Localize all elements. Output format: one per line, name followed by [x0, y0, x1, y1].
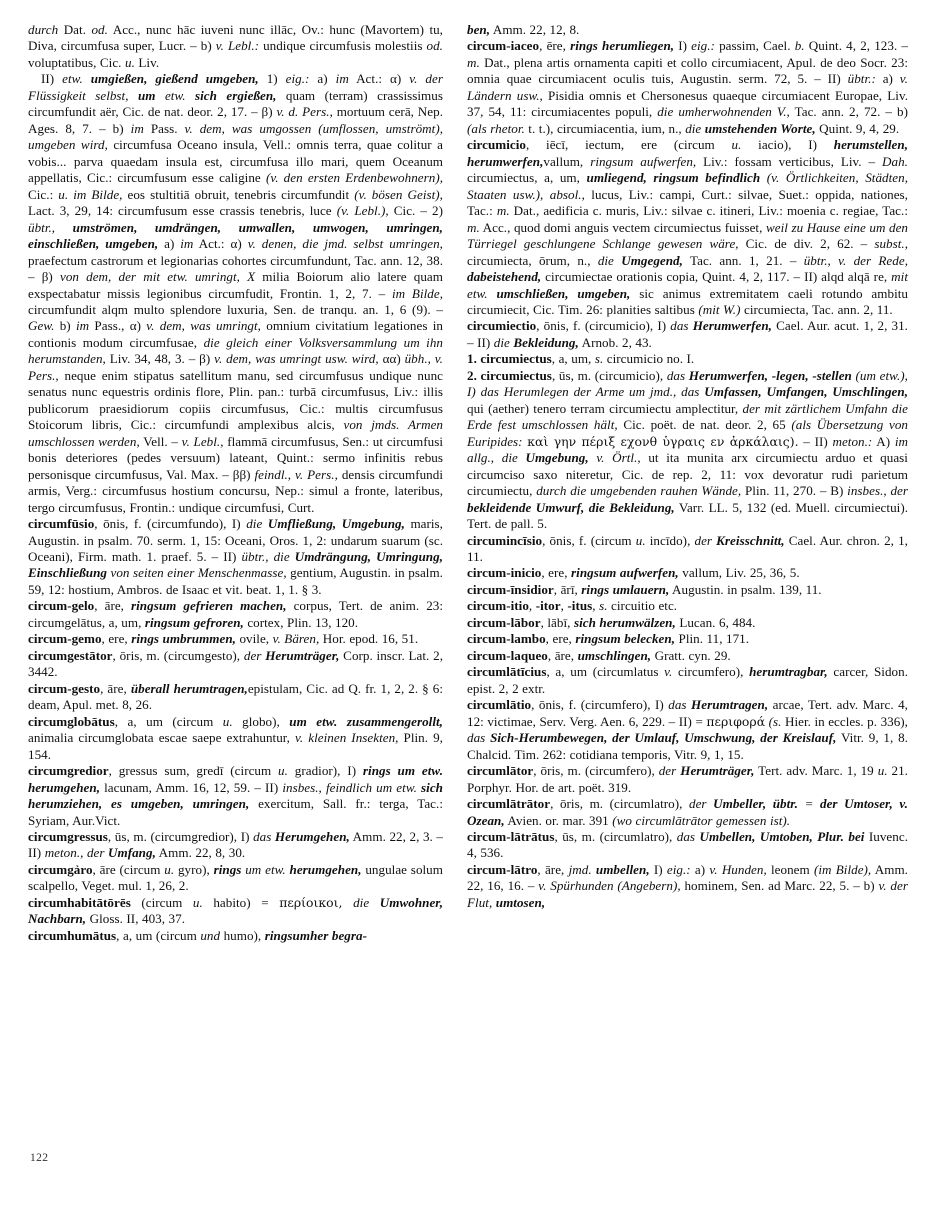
page-number: 122 — [30, 1152, 49, 1164]
dictionary-entry: circumiectio, ōnis, f. (circumicio), I) das Herumwerfen, Cael. Aur. acut. 1, 2, 31. – II) die Bekleidung, Arnob. 2, 43. — [467, 318, 908, 350]
right-column — [467, 22, 908, 944]
dictionary-entry: circumfūsio, ōnis, f. (circumfundo), I) die Umfließung, Umgebung, maris, Augustin. in psalm. 70. serm. 1, 15: Oceani, Oros. 1, 2: undarum suarum (sc. Oceani), Firm. math. 1. praef. 5. – II) übtr., die Umdrängung, Umringung, Einschließung von seiten einer Menschenmasse, gentium, Augustin. in psalm. 59, 12: hostium, Ambros. de Isaac et vit. beat. 1, 1. § 3. — [28, 516, 444, 597]
dictionary-entry: circum-lātro, āre, jmd. umbellen, I) eig.: a) v. Hunden, leonem (im Bilde), Amm. 22, 16, 16. – v. Spürhunden (Angebern), hominem, Sen. ad Marc. 22, 5. – b) v. der Flut, umtosen, — [467, 861, 908, 910]
dictionary-entry: circumincīsio, ōnis, f. (circum u. incīdo), der Kreisschnitt, Cael. Aur. chron. 2, 1, 11. — [467, 532, 908, 564]
dictionary-entry: circum-lābor, lābī, sich herumwälzen, Lucan. 6, 484. — [467, 614, 756, 630]
dictionary-entry: circum-lātrātus, ūs, m. (circumlatro), das Umbellen, Umtoben, Plur. bei Iuvenc. 4, 536. — [467, 828, 908, 861]
dictionary-entry: circumhabitātōrēs (circum u. habito) = περίοικοι, die Umwohner, Nachbarn, Gloss. II, 403, 37. — [28, 894, 443, 927]
dictionary-entry: circumlātīcius, a, um (circumlatus v. circumfero), herumtragbar, carcer, Sidon. epist. 2, 2 extr. — [467, 664, 908, 696]
entry-continuation: durch Dat. od. Acc., nunc hāc iuveni nunc illāc, Ov.: hunc (Mavortem) tu, Diva, circumfusa super, Lucr. – b) v. Lebl.: undique circumfusis molestiis od. voluptatibus, Cic. u. Liv. — [28, 22, 443, 70]
dictionary-entry: circumlātor, ōris, m. (circumfero), der Herumträger, Tert. adv. Marc. 1, 19 u. 21. Porphyr. Hor. de art. poët. 319. — [467, 763, 908, 795]
entry-continuation: II) etw. umgießen, gießend umgeben, 1) eig.: a) im Act.: α) v. der Flüssigkeit selbst, um etw. sich ergießen, quam (terram) crassissimus circumfundit aër, Cic. de nat. deor. 2, 17. – β) v. d. Pers., mortuum cerā, Nep. Ages. 8, 7. – b) im Pass. v. dem, was umgossen (umflossen, umströmt), umgeben wird, circumfusa Oceano insula, Vell.: omnis terra, quae colitur a vobis... parva quaedam insula est, circumfusa illo mari, quem Oceanum appellatis, Cic.: circumfusum esse caligine (v. den ersten Erdenbewohnern), Cic.: u. im Bilde, eos stultitiā obruit, tenebris circumfundit (v. bösen Geist), Lact. 3, 29, 14: circumfusum esse crassis tenebris, luce (v. Lebl.), Cic. – 2) übtr., umströmen, umdrängen, umwallen, umwogen, umringen, einschließen, umgeben, a) im Act.: α) v. denen, die jmd. selbst umringen, praefectum castrorum et legionarias cohortes circumfundunt, Tac. ann. 12, 38. – β) von dem, der mit etw. umringt, X milia Boiorum alio latere quam exspectabatur missis legionibus circumfudit, Frontin. 1, 2, 7. – im Bilde, circumfundit alqm multo splendore luxuria, Sen. de tranqu. an. 1, 6 (9). – Gew. b) im Pass., α) v. dem, was umringt, omnium civitatium legationes in contionis modum circumfusae, die gleich einer Volksversammlung um ihn herumstanden, Liv. 34, 48, 3. – β) v. dem, was umringt usw. wird, αα) übh., v. Pers., neque enim stipatus satellitum manu, sed circumfusus undique nunc senatus nunc equestris ordinis flore, Plin. pan.: turbā circumfusus, Liv.: illis publicorum praesidiorum copiis circumfusus, Cic.: multis circumfusus Stoicorum libris, Cic.: circumfundi amplexibus alcis, von jmds. Armen umschlossen werden, Vell. – v. Lebl., flammā circumfusus, Sen.: ut circumfusi bonis deteriores (pedes versuum) lateant, Quint.: sermo infinitis rebus personisque circumfusus, Val. Max. – ββ) feindl., v. Pers., densis circumfundi armis, Verg.: circumfusus hostium concursu, Nep.: simul a fronte, lateribus, tergo circumfusus, Frontin.: undique circumfusi, Curt. — [28, 71, 444, 515]
dictionary-entry: circumglobātus, a, um (circum u. globo), um etw. zusammengerollt, animalia circumglobata escae saepe extrahuntur, v. kleinen Insekten, Plin. 9, 154. — [28, 713, 443, 762]
dictionary-entry: circum-laqueo, āre, umschlingen, Gratt. cyn. 29. — [467, 647, 731, 663]
dictionary-entry: circum-gelo, āre, ringsum gefrieren machen, corpus, Tert. de anim. 23: circumgelātus, a, um, ringsum gefroren, cortex, Plin. 13, 120. — [28, 598, 444, 630]
dictionary-entry: circum-iaceo, ēre, rings herumliegen, I) eig.: passim, Cael. b. Quint. 4, 2, 123. – m. Dat., plena artis ornamenta capiti et collo circumiacent, Apul. de deo Socr. 23: omnia quae circumiacent oculis tuis, Augustin. serm. 72, 5. – II) übtr.: a) v. Ländern usw., Pisidia omnis et Chersonesus quaeque circumiacent Europae, Liv. 37, 54, 11: circumiacentes populi, die umherwohnenden V., Tac. ann. 2, 72. – b) (als rhetor. t. t.), circumiacentia, ium, n., die umstehenden Worte, Quint. 9, 4, 29. — [467, 38, 908, 136]
dictionary-entry: circumicio, iēcī, iectum, ere (circum u. iacio), I) herumstellen, herumwerfen,vallum, ringsum aufwerfen, Liv.: fossam verticibus, Liv. – Dah. circumiectus, a, um, umliegend, ringsum befindlich (v. Örtlichkeiten, Städten, Staaten usw.), absol., lucus, Liv.: campi, Curt.: silvae, Suet.: oppida, nationes, Tac.: m. Dat., aedificia c. muris, Liv.: silvae c. itineri, Liv.: moenia c. regiae, Tac.: m. Acc., quod domi anguis vectem circumiectus fuisset, weil zu Hause eine um den Türriegel geschlungene Schlange gewesen wäre, Cic. de div. 2, 62. – subst., circumiecta, ōrum, n., die Umgegend, Tac. ann. 1, 21. – übtr., v. der Rede, dabeistehend, circumiectae orationis copia, Quint. 4, 2, 117. – II) alqd alqā re, mit etw. umschließen, umgeben, sic animus extremitatem caeli rotundo ambitu circumiecit, Cic. Tim. 26: planities saltibus (mit W.) circumiecta, Tac. ann. 2, 11. — [467, 137, 909, 317]
dictionary-entry: circum-inicio, ere, ringsum aufwerfen, vallum, Liv. 25, 36, 5. — [467, 565, 800, 581]
dictionary-entry: circum-itio, -itor, -itus, s. circuitio etc. — [467, 598, 678, 614]
dictionary-entry: circumgảro, āre (circum u. gyro), rings um etw. herumgehen, ungulae solum scalpello, Veget. mul. 1, 26, 2. — [28, 861, 443, 894]
dictionary-entry: circumhumātus, a, um (circum und humo), ringsumher begra- — [28, 927, 367, 943]
left-column — [28, 22, 443, 944]
entry-continuation: ben, Amm. 22, 12, 8. — [467, 22, 580, 37]
dictionary-entry: 2. circumiectus, ūs, m. (circumicio), das Herumwerfen, -legen, -stellen (um etw.), I) das Herumlegen der Arme um jmd., das Umfassen, Umfangen, Umschlingen, qui (aether) tenero terram circumiectu amplectitur, der mit zärtlichem Umfahn die Erde fest umschlossen hält, Cic. poët. de nat. deor. 2, 65 (als Übersetzung von Euripides: καὶ γην πέριξ εχονθ ὑγραις εν ἀρκάλαις). – II) meton.: A) im allg., die Umgebung, v. Örtl., ut ita munita arx circumiectu arduo et quasi circumciso saxo niteretur, Cic. de rep. 2, 11: vox devoratur rudi parietum circumiectu, durch die umgebenden rauhen Wände, Plin. 11, 270. – B) insbes., der bekleidende Umwurf, die Bekleidung, Varr. LL. 5, 132 (ed. Muell. circumiectui). Tert. de pall. 5. — [467, 367, 909, 532]
dictionary-entry: circum-gemo, ere, rings umbrummen, ovile, v. Bären, Hor. epod. 16, 51. — [28, 631, 419, 647]
dictionary-entry: circumlātio, ōnis, f. (circumfero), I) das Herumtragen, arcae, Tert. adv. Marc. 4, 12: victimae, Serv. Verg. Aen. 6, 229. – II) = περιφορά (s. Hier. in eccles. p. 336), das Sich-Herumbewegen, der Umlauf, Umschwung, der Kreislauf, Vitr. 9, 1, 8. Chalcid. Tim. 262: cotidiana temporis, Vitr. 9, 1, 15. — [467, 697, 908, 762]
dictionary-entry: 1. circumiectus, a, um, s. circumicio no. I. — [467, 351, 695, 367]
dictionary-entry: circumlātrātor, ōris, m. (circumlatro), der Umbeller, übtr. = der Umtoser, v. Ozean, Avien. or. mar. 391 (wo circumlātrātor gemessen ist). — [467, 796, 908, 828]
page-columns — [28, 22, 908, 944]
dictionary-entry: circum-īnsidior, ārī, rings umlauern, Augustin. in psalm. 139, 11. — [467, 581, 822, 597]
dictionary-entry: circumgestātor, ōris, m. (circumgesto), der Herumträger, Corp. inscr. Lat. 2, 3442. — [28, 647, 443, 680]
dictionary-entry: circum-gesto, āre, überall herumtragen,epistulam, Cic. ad Q. fr. 1, 2, 2. § 6: deam, Apul. met. 8, 26. — [28, 680, 444, 713]
dictionary-entry: circumgredior, gressus sum, gredī (circum u. gradior), I) rings um etw. herumgehen, lacunam, Amm. 16, 12, 59. – II) insbes., feindlich um etw. sich herumziehen, es umgeben, umringen, exercitum, Sall. fr.: terga, Tac.: Syriam, Aur.Vict. — [28, 763, 444, 828]
dictionary-entry: circum-lambo, ere, ringsum belecken, Plin. 11, 171. — [467, 631, 750, 647]
dictionary-entry: circumgressus, ūs, m. (circumgredior), I) das Herumgehen, Amm. 22, 2, 3. – II) meton., der Umfang, Amm. 22, 8, 30. — [28, 828, 443, 861]
